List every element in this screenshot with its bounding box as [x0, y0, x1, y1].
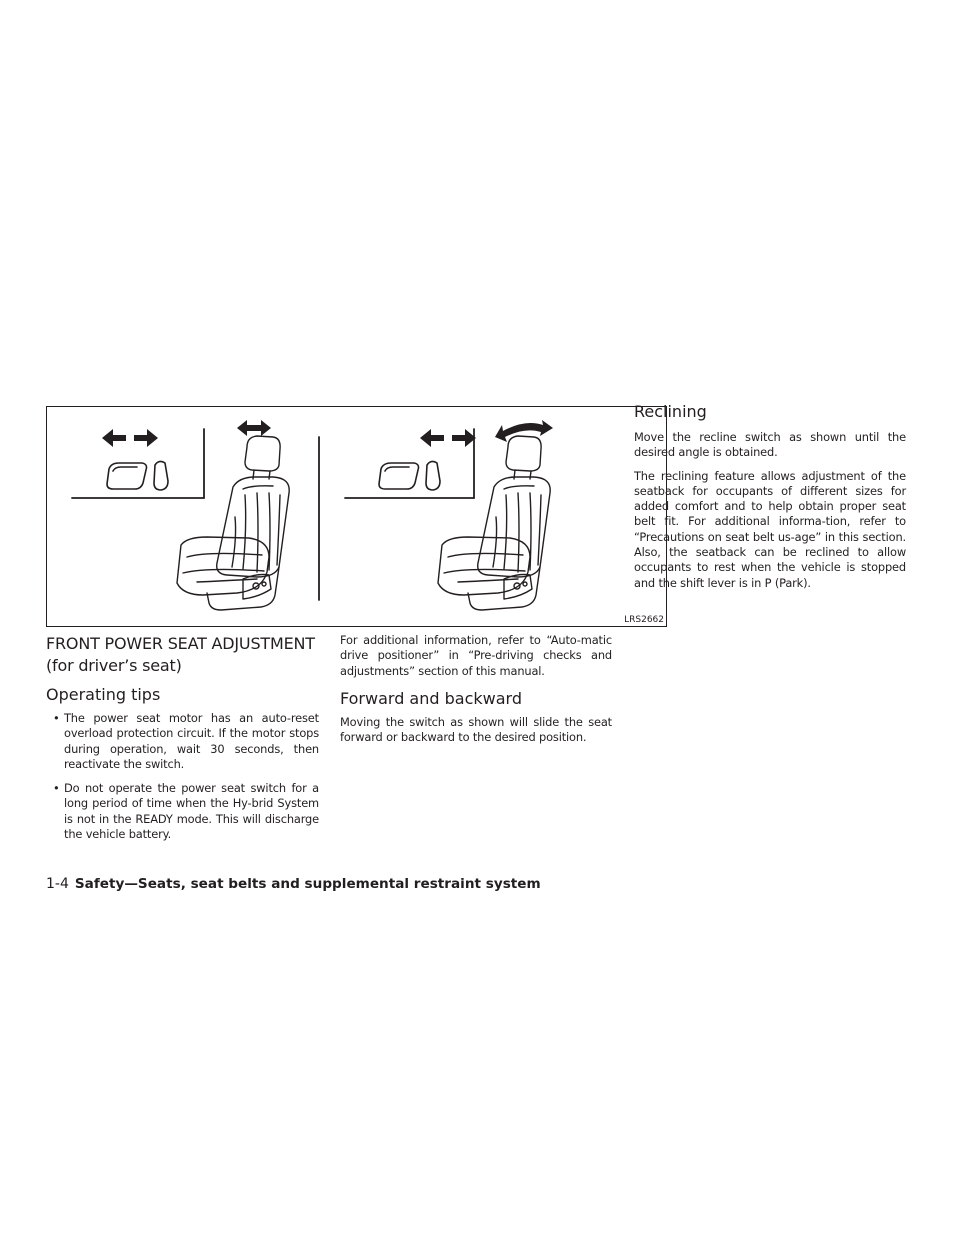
forward-backward-paragraph: Moving the switch as shown will slide the seat forward or backward to the desired position. [340, 714, 612, 745]
section-title-line2: (for driver’s seat) [46, 656, 182, 675]
section-title-line1: FRONT POWER SEAT ADJUSTMENT [46, 634, 315, 653]
left-column [46, 633, 319, 851]
subheading-reclining: Reclining [634, 402, 707, 421]
seat-illustration [46, 406, 667, 627]
subheading-operating-tips: Operating tips [46, 685, 161, 704]
list-item [46, 711, 319, 772]
seat-left [177, 436, 289, 610]
figure-code: LRS2662 [624, 615, 664, 625]
intro-paragraph: For additional information, refer to “Auto-matic drive positioner” in “Pre-driving checks and adjustments” section of this manual. [340, 633, 612, 678]
seat-right [438, 436, 550, 610]
bullet-text: Do not operate the power seat switch for a long period of time when the Hy-brid System is not in the READY mode. This will discharge the vehicle battery. [64, 781, 319, 842]
bullet-icon: • [53, 781, 60, 796]
bullet-icon: • [53, 711, 60, 725]
tips-list [46, 711, 319, 842]
reclining-paragraph-2: The reclining feature allows adjustment of the seatback for occupants of different sizes for added comfort and to help obtain proper seat belt fit. For additional informa-tion, refer to “Precautions on seat belt us-age” in this section. Also, the seatback can be reclined to allow occupants to rest when the vehicle is stopped and the shift lever is in P (Park). [634, 468, 906, 590]
page-number: 1-4 [46, 876, 69, 892]
reclining-paragraph-1: Move the recline switch as shown until the desired angle is obtained. [634, 430, 906, 460]
middle-column [340, 633, 612, 753]
bullet-text: The power seat motor has an auto-reset overload protection circuit. If the motor stops during operation, wait 30 seconds, then reactivate the switch. [64, 711, 319, 771]
seat-diagram [47, 407, 666, 626]
list-item [46, 781, 319, 842]
right-column [634, 402, 906, 599]
page-footer [46, 876, 541, 892]
subheading-forward-backward: Forward and backward [340, 688, 522, 708]
section-title [46, 633, 319, 677]
footer-section-title: Safety—Seats, seat belts and supplemental restraint system [74, 876, 541, 892]
